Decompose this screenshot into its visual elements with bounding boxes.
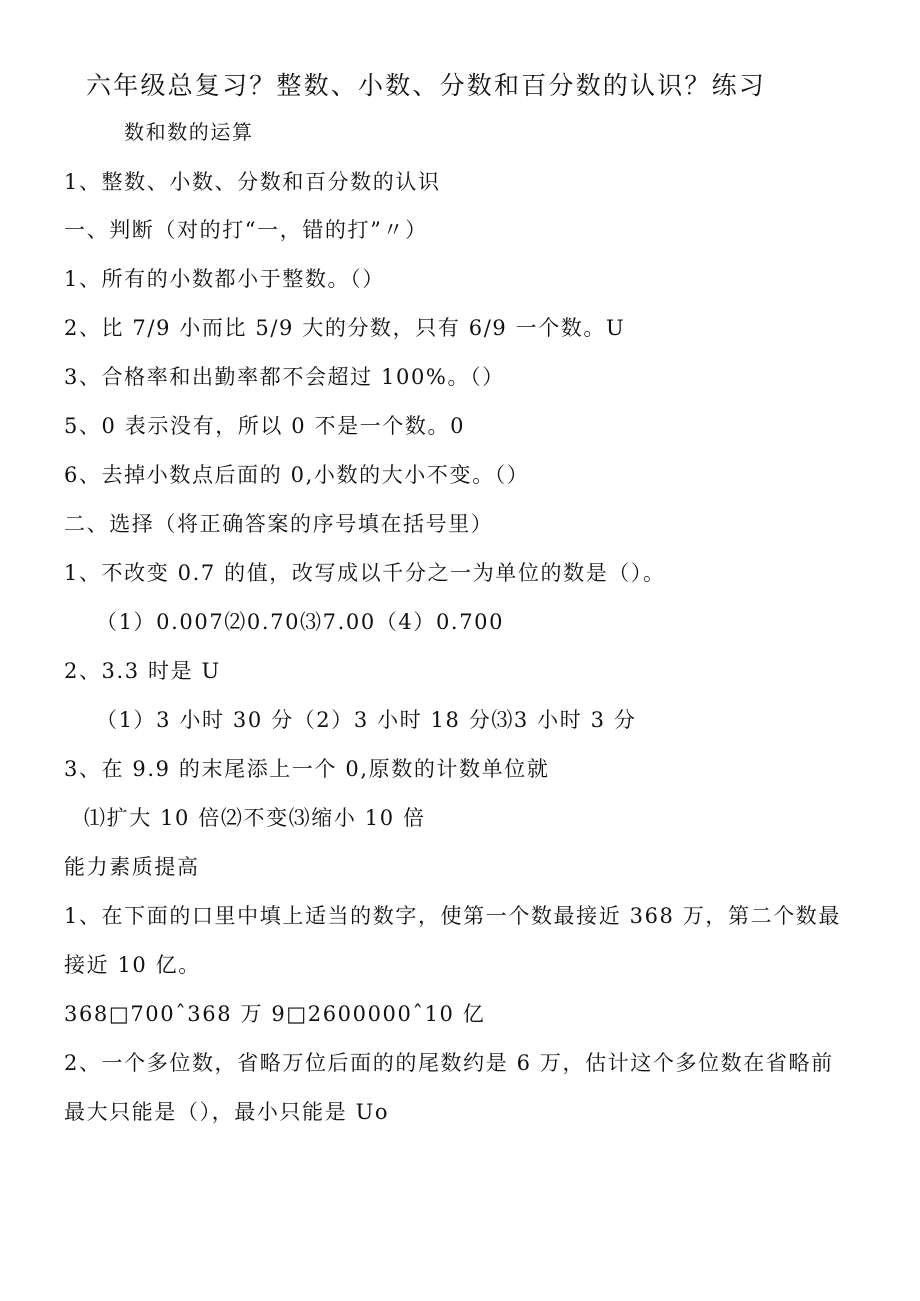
ability-question-1-line1: 1、在下面的口里中填上适当的数字，使第一个数最接近 368 万，第二个数最: [64, 904, 841, 928]
section-heading: 1、整数、小数、分数和百分数的认识: [64, 170, 441, 194]
document-title: 六年级总复习？整数、小数、分数和百分数的认识？练习: [86, 71, 767, 100]
judgment-item-2: 2、比 7/9 小而比 5/9 大的分数，只有 6/9 一个数。U: [64, 316, 626, 340]
choice-question-2: 2、3.3 时是 U: [64, 659, 221, 683]
judgment-item-3: 3、合格率和出勤率都不会超过 100%。（）: [64, 365, 505, 389]
choice-question-1-options: （1）0.007⑵0.70⑶7.00（4）0.700: [96, 610, 505, 634]
ability-question-1-expression: 368□700ˆ368 万 9□2600000ˆ10 亿: [64, 1002, 486, 1026]
choice-question-3-options: ⑴扩大 10 倍⑵不变⑶缩小 10 倍: [84, 806, 426, 830]
choice-question-3: 3、在 9.9 的末尾添上一个 0,原数的计数单位就: [64, 757, 550, 781]
document-subtitle: 数和数的运算: [124, 120, 254, 144]
judgment-item-5: 5、0 表示没有，所以 0 不是一个数。0: [64, 414, 466, 438]
ability-question-2-line2: 最大只能是（），最小只能是 Uo: [64, 1100, 390, 1124]
part2-heading: 二、选择（将正确答案的序号填在括号里）: [64, 512, 494, 536]
judgment-item-6: 6、去掉小数点后面的 0,小数的大小不变。（）: [64, 463, 530, 487]
part3-heading: 能力素质提高: [64, 855, 200, 879]
part1-heading: 一、判断（对的打“一，错的打”〃）: [64, 218, 428, 242]
choice-question-2-options: （1）3 小时 30 分（2）3 小时 18 分⑶3 小时 3 分: [96, 708, 637, 732]
choice-question-1: 1、不改变 0.7 的值，改写成以千分之一为单位的数是（）。: [64, 561, 666, 585]
ability-question-2-line1: 2、一个多位数，省略万位后面的的尾数约是 6 万，估计这个多位数在省略前: [64, 1051, 834, 1075]
judgment-item-1: 1、所有的小数都小于整数。（）: [64, 267, 385, 291]
ability-question-1-line2: 接近 10 亿。: [64, 953, 201, 977]
